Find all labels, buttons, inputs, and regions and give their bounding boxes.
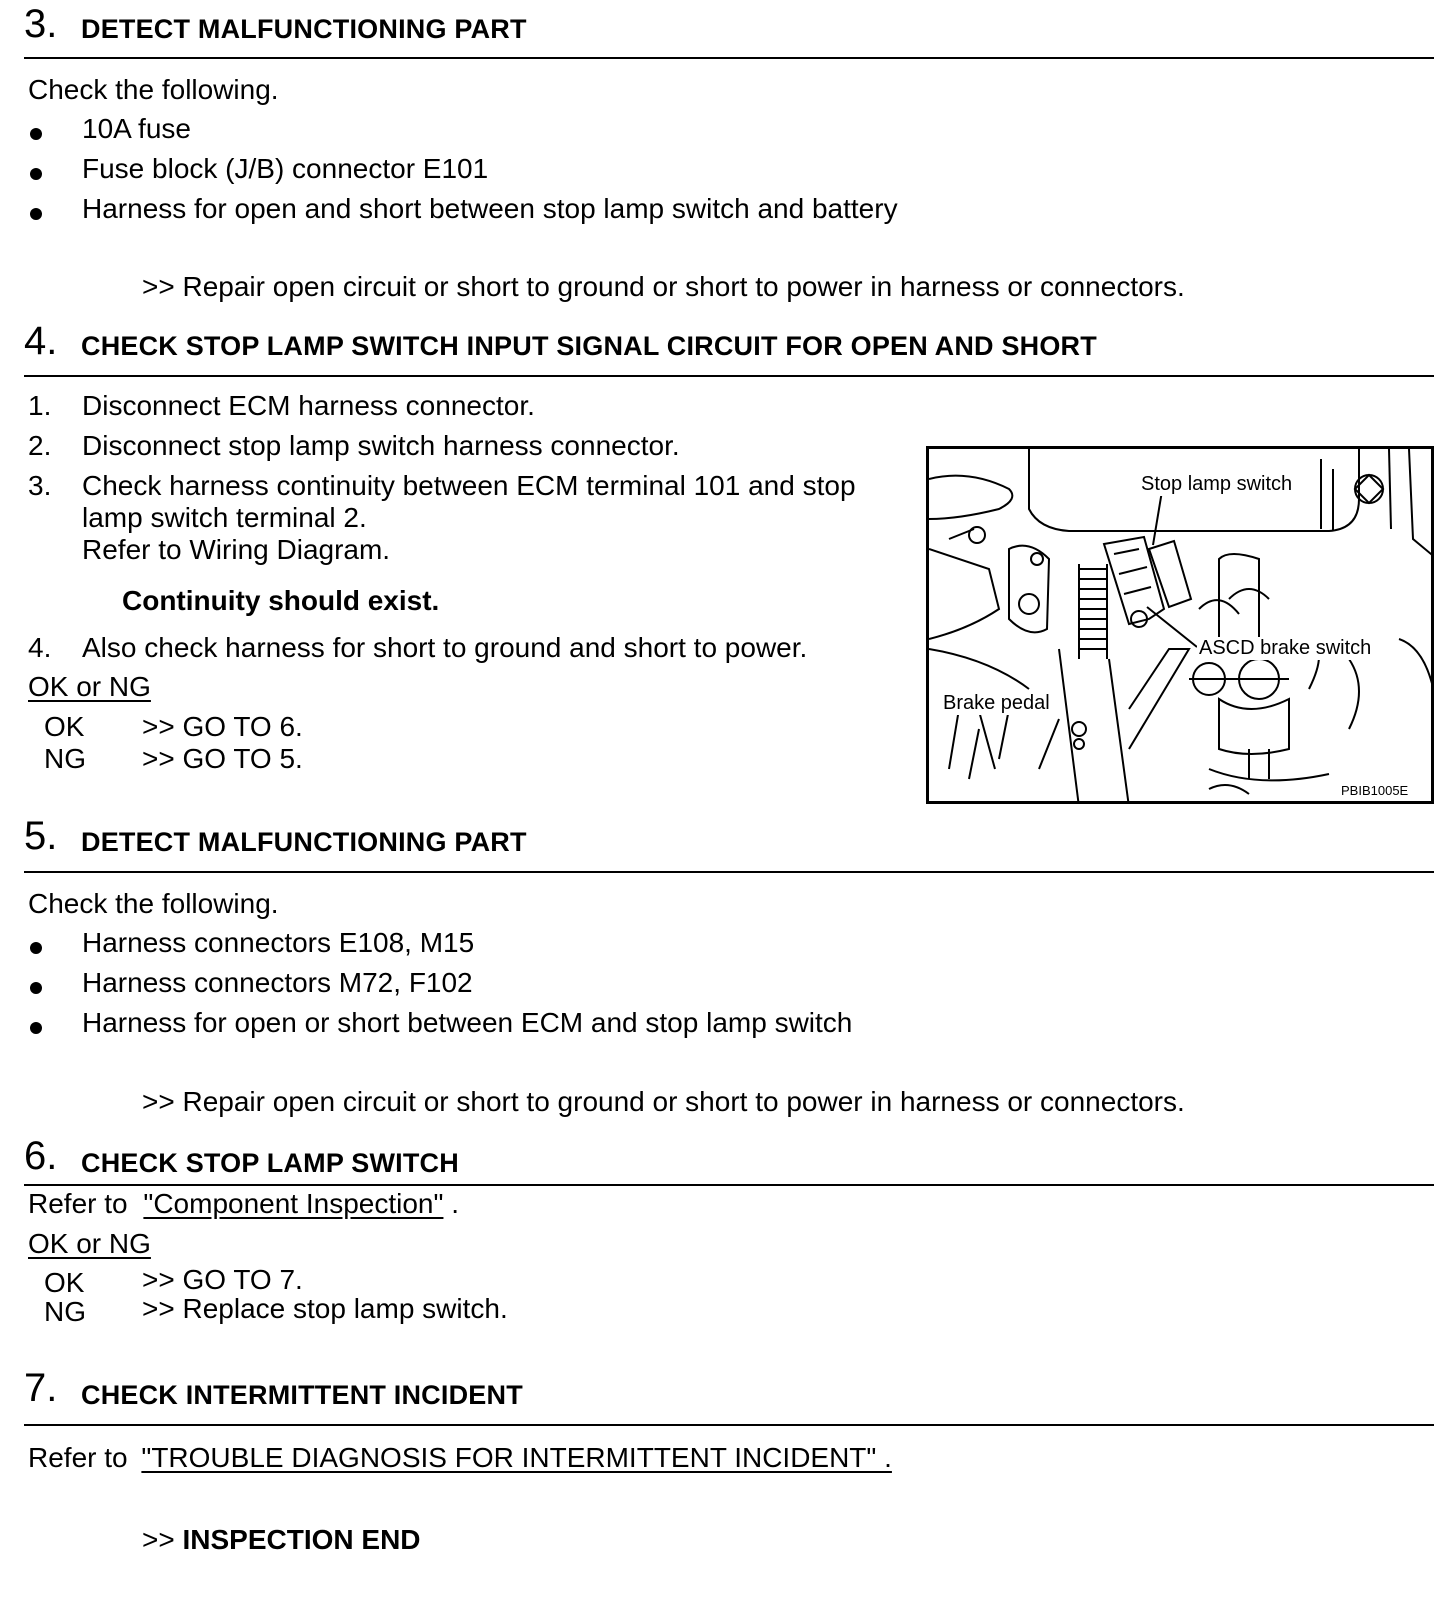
ok-ng-heading: OK or NG: [28, 1228, 151, 1259]
bullet-icon: [30, 942, 42, 954]
step-4-title: CHECK STOP LAMP SWITCH INPUT SIGNAL CIRCUIT FOR OPEN AND SHORT: [81, 331, 1097, 361]
ok-ng-heading: OK or NG: [28, 671, 151, 702]
bullet-icon: [30, 1022, 42, 1034]
bullet-icon: [30, 128, 42, 140]
divider: [24, 1424, 1434, 1426]
bullet-icon: [30, 982, 42, 994]
step-5-number: 5.: [24, 814, 58, 858]
ng-action: >> GO TO 5.: [142, 743, 303, 774]
refer-line: [28, 1442, 892, 1474]
divider: [24, 375, 1434, 377]
step-number: 4.: [28, 632, 52, 663]
step-text: Refer to Wiring Diagram.: [82, 534, 391, 565]
step-number: 2.: [28, 430, 52, 461]
refer-text: Refer to: [28, 1442, 128, 1473]
list-item: Fuse block (J/B) connector E101: [82, 153, 489, 184]
divider: [24, 871, 1434, 873]
list-item: Harness connectors M72, F102: [82, 967, 473, 998]
step-3-number: 3.: [24, 2, 58, 46]
ok-label: OK: [44, 1267, 85, 1298]
spec-text: Continuity should exist.: [122, 585, 440, 616]
step-6-number: 6.: [24, 1134, 58, 1178]
inspection-end: >> INSPECTION END: [142, 1524, 421, 1555]
ng-label: NG: [44, 743, 86, 774]
list-item: Harness for open or short between ECM and stop lamp switch: [82, 1007, 853, 1038]
step-text: Disconnect ECM harness connector.: [82, 390, 535, 421]
bullet-icon: [30, 208, 42, 220]
step-5-intro: Check the following.: [28, 888, 279, 919]
step-7-number: 7.: [24, 1366, 58, 1410]
step-text: Check harness continuity between ECM terminal 101 and stop: [82, 470, 856, 501]
label-ascd-brake-switch: ASCD brake switch: [1199, 637, 1372, 659]
step-text: lamp switch terminal 2.: [82, 502, 367, 533]
intermittent-incident-link[interactable]: "TROUBLE DIAGNOSIS FOR INTERMITTENT INCIDENT" .: [141, 1442, 892, 1473]
ng-action: >> Replace stop lamp switch.: [142, 1293, 508, 1324]
step-text: Disconnect stop lamp switch harness connector.: [82, 430, 680, 461]
step-3-action: >> Repair open circuit or short to ground or short to power in harness or connectors.: [142, 271, 1185, 302]
list-item: 10A fuse: [82, 113, 191, 144]
step-5-action: >> Repair open circuit or short to ground or short to power in harness or connectors.: [142, 1086, 1185, 1117]
stop-lamp-switch-illustration: [926, 446, 1434, 804]
list-item: Harness connectors E108, M15: [82, 927, 475, 958]
label-brake-pedal: Brake pedal: [943, 692, 1050, 714]
ok-label: OK: [44, 711, 85, 742]
step-3-title: DETECT MALFUNCTIONING PART: [81, 14, 527, 44]
step-number: 3.: [28, 470, 52, 501]
step-number: 1.: [28, 390, 52, 421]
refer-end: .: [443, 1188, 460, 1219]
step-text: Also check harness for short to ground and short to power.: [82, 632, 808, 663]
step-6-title: CHECK STOP LAMP SWITCH: [81, 1148, 459, 1178]
component-inspection-link[interactable]: "Component Inspection": [143, 1188, 444, 1219]
list-item: Harness for open and short between stop lamp switch and battery: [82, 193, 898, 224]
divider: [24, 1184, 1434, 1186]
ok-action: >> GO TO 7.: [142, 1264, 303, 1295]
refer-text: Refer to: [28, 1188, 128, 1219]
step-7-title: CHECK INTERMITTENT INCIDENT: [81, 1380, 523, 1410]
refer-line: [28, 1188, 459, 1220]
figure-code: PBIB1005E: [1341, 783, 1409, 798]
divider: [24, 57, 1434, 59]
ng-label: NG: [44, 1296, 86, 1327]
brake-pedal-drawing: [929, 449, 1434, 804]
step-4-number: 4.: [24, 319, 58, 363]
ok-action: >> GO TO 6.: [142, 711, 303, 742]
bullet-icon: [30, 168, 42, 180]
step-5-title: DETECT MALFUNCTIONING PART: [81, 827, 527, 857]
label-stop-lamp-switch: Stop lamp switch: [1141, 473, 1293, 495]
step-3-intro: Check the following.: [28, 74, 279, 105]
